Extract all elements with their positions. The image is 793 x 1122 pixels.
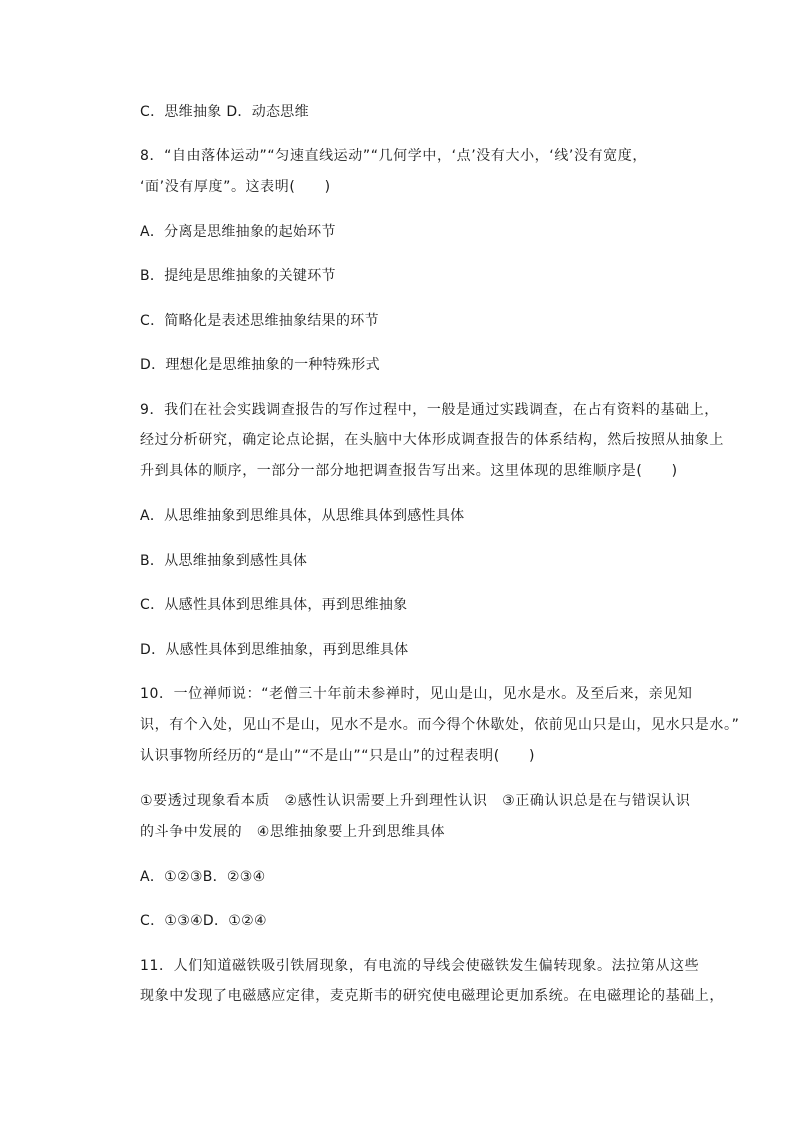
q9-option-d: D．从感性具体到思维抽象，再到思维具体 bbox=[140, 642, 409, 658]
q9-option-b: B．从思维抽象到感性具体 bbox=[140, 553, 308, 569]
q9-option-c: C．从感性具体到思维具体，再到思维抽象 bbox=[140, 597, 408, 613]
q10-options-ab: A．①②③B．②③④ bbox=[140, 869, 266, 885]
q8-option-b: B．提纯是思维抽象的关键环节 bbox=[140, 268, 336, 284]
q10-statements-line1: ①要透过现象看本质 ②感性认识需要上升到理性认识 ③正确认识总是在与错误认识 bbox=[140, 793, 691, 809]
q9-option-a: A．从思维抽象到思维具体，从思维具体到感性具体 bbox=[140, 508, 465, 524]
q10-stem-line1: 10．一位禅师说：“老僧三十年前未参禅时，见山是山，见水是水。及至后来，亲见知 bbox=[140, 686, 693, 702]
q9-stem-line2: 经过分析研究，确定论点论据，在头脑中大体形成调查报告的体系结构，然后按照从抽象上 bbox=[140, 432, 724, 448]
q8-option-c: C．简略化是表述思维抽象结果的环节 bbox=[140, 313, 379, 329]
q10-stem-line2: 识，有个入处，见山不是山，见水不是水。而今得个休歇处，依前见山只是山，见水只是水。” bbox=[140, 717, 740, 733]
q10-statements-line2: 的斗争中发展的 ④思维抽象要上升到思维具体 bbox=[140, 824, 446, 840]
q10-stem-line3: 认识事物所经历的“是山”“不是山”“只是山”的过程表明( ) bbox=[140, 748, 536, 764]
q9-stem-line1: 9．我们在社会实践调查报告的写作过程中，一般是通过实践调查，在占有资料的基础上， bbox=[140, 402, 719, 418]
q11-stem-line2: 现象中发现了电磁感应定律，麦克斯韦的研究使电磁理论更加系统。在电磁理论的基础上， bbox=[140, 988, 724, 1004]
q8-stem-line2: ‘面’没有厚度”。这表明( ) bbox=[140, 179, 331, 195]
q11-stem-line1: 11．人们知道磁铁吸引铁屑现象，有电流的导线会使磁铁发生偏转现象。法拉第从这些 bbox=[140, 958, 700, 974]
q10-options-cd: C．①③④D．①②④ bbox=[140, 913, 267, 929]
q8-stem-line1: 8．“自由落体运动”“匀速直线运动”“几何学中，‘点’没有大小，‘线’没有宽度， bbox=[140, 148, 647, 164]
q8-option-d: D．理想化是思维抽象的一种特殊形式 bbox=[140, 357, 380, 373]
q8-option-a: A．分离是思维抽象的起始环节 bbox=[140, 224, 336, 240]
q7-options-cd: C．思维抽象 D．动态思维 bbox=[140, 104, 309, 120]
q9-stem-line3: 升到具体的顺序，一部分一部分地把调查报告写出来。这里体现的思维顺序是( ) bbox=[140, 463, 678, 479]
